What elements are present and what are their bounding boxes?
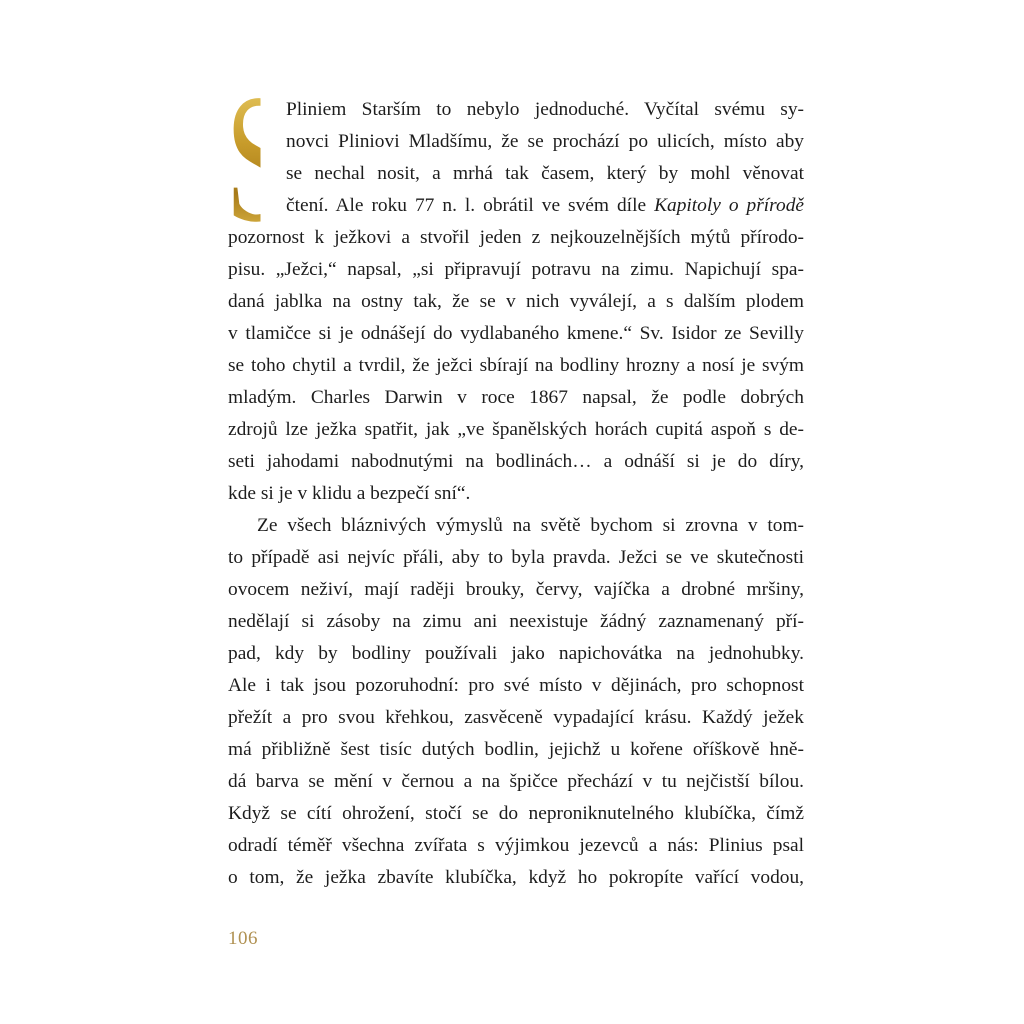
text-line: pad, kdy by bodliny používali jako napichovátka na jednohubky. xyxy=(228,643,804,664)
text-line: mladým. Charles Darwin v roce 1867 napsal, že podle dobrých xyxy=(228,387,804,408)
text-line: se nechal nosit, a mrhá tak časem, který by mohl věnovat xyxy=(286,163,804,184)
book-title-italic: Kapitoly o přírodě xyxy=(654,195,804,216)
text-line: dá barva se mění v černou a na špičce přechází v tu nejčistší bílou. xyxy=(228,771,804,792)
text-line: seti jahodami nabodnutými na bodlinách… a odnáší si je do díry, xyxy=(228,451,804,472)
text-line: se toho chytil a tvrdil, že ježci sbírají na bodliny hrozny a nosí je svým xyxy=(228,355,804,376)
drop-cap-letter: S xyxy=(226,56,290,260)
text-line: v tlamičce si je odnášejí do vydlabaného kmene.“ Sv. Isidor ze Sevilly xyxy=(228,323,804,344)
text-line: Pliniem Starším to nebylo jednoduché. Vyčítal svému sy- xyxy=(286,99,804,120)
text-line: daná jablka na ostny tak, že se v nich vyválejí, a s dalším plodem xyxy=(228,291,804,312)
text-line-last: kde si je v klidu a bezpečí sní“. xyxy=(228,483,471,504)
text-line: ovocem neživí, mají raději brouky, červy, vajíčka a drobné mršiny, xyxy=(228,579,804,600)
text-line: pozornost k ježkovi a stvořil jeden z nejkouzelnějších mýtů přírodo- xyxy=(228,227,804,248)
text-line: to případě asi nejvíc přáli, aby to byla pravda. Ježci se ve skutečnosti xyxy=(228,547,804,568)
text-line: Ale i tak jsou pozoruhodní: pro své místo v dějinách, pro schopnost xyxy=(228,675,804,696)
text-line: Když se cítí ohrožení, stočí se do neproniknutelného klubíčka, čímž xyxy=(228,803,804,824)
text-line: novci Pliniovi Mladšímu, že se prochází po ulicích, místo aby xyxy=(286,131,804,152)
text-line: má přibližně šest tisíc dutých bodlin, jejichž u kořene oříškově hně- xyxy=(228,739,804,760)
text-line-paragraph-start: Ze všech bláznivých výmyslů na světě bychom si zrovna v tom- xyxy=(257,515,804,536)
text-line: přežít a pro svou křehkou, zasvěceně vypadající krásu. Každý ježek xyxy=(228,707,804,728)
text-line: pisu. „Ježci,“ napsal, „si připravují potravu na zimu. Napichují spa- xyxy=(228,259,804,280)
page-number: 106 xyxy=(228,928,258,949)
text-line: odradí téměř všechna zvířata s výjimkou jezevců a nás: Plinius psal xyxy=(228,835,804,856)
text-line: nedělají si zásoby na zimu ani neexistuje žádný zaznamenaný pří- xyxy=(228,611,804,632)
text-line: čtení. Ale roku 77 n. l. obrátil ve svém díle Kapitoly o přírodě xyxy=(286,195,804,216)
text-line: o tom, že ježka zbavíte klubíčka, když ho pokropíte vařící vodou, xyxy=(228,867,804,888)
text-line: zdrojů lze ježka spatřit, jak „ve španělských horách cupitá aspoň s de- xyxy=(228,419,804,440)
